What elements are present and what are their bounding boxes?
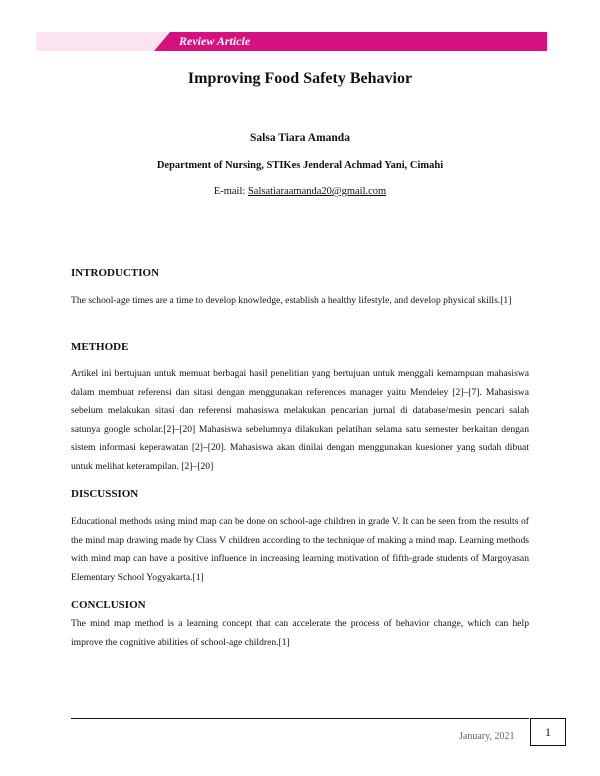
introduction-heading: INTRODUCTION <box>71 267 160 279</box>
paper-title: Improving Food Safety Behavior <box>187 70 413 87</box>
header-band-light <box>36 32 154 51</box>
footer-date: January, 2021 <box>459 731 515 742</box>
article-type-label: Review Article <box>179 34 251 48</box>
email-prefix: E-mail: <box>213 186 248 197</box>
email-line <box>0 186 600 197</box>
methode-text: Artikel ini bertujuan untuk memuat berbagai hasil penelitian yang bertujuan untuk menggali kemampuan mahasiswa dalam membuat referensi dan sitasi dengan menggunakan references manager yaitu Mendeley [2]–[7]. Mahasiswa sebelum melakukan sitasi dan referensi mahasiswa melakukan pencarian jurnal di database/mesin pencari salah satunya google scholar.[2]–[20] Mahasiswa sebelumnya dilakukan pelatihan selama satu semester berkaitan dengan sistem informasi keperawatan [2]–[20]. Mahasiswa akan dinilai dengan menggunakan kuesioner yang sudah dibuat untuk melihat keterampilan. [2]–[20] <box>71 368 529 472</box>
author-affiliation: Department of Nursing, STIKes Jenderal Achmad Yani, Cimahi <box>156 160 444 171</box>
discussion-text: Educational methods using mind map can be done on school-age children in grade V. It can be seen from the results of the mind map drawing made by Class V children according to the technique of making a mind map. Learning methods with mind map can have a positive influence in increasing learning motivation of fifth-grade students of Margoyasan Elementary School Yogyakarta.[1] <box>71 516 529 583</box>
methode-heading: METHODE <box>71 341 129 353</box>
discussion-heading: DISCUSSION <box>71 488 139 500</box>
conclusion-heading: CONCLUSION <box>71 599 146 611</box>
header-band-slant <box>154 32 170 51</box>
author-name: Salsa Tiara Amanda <box>250 132 350 144</box>
email-link[interactable]: Salsatiaraamanda20@gmail.com <box>247 186 387 197</box>
introduction-text: The school-age times are a time to develop knowledge, establish a healthy lifestyle, and develop physical skills.[1] <box>71 295 512 306</box>
conclusion-text: The mind map method is a learning concept that can accelerate the process of behavior change, which can help improve the cognitive abilities of school-age children.[1] <box>71 618 529 648</box>
footer-rule <box>71 718 529 719</box>
page-number: 1 <box>530 718 566 746</box>
